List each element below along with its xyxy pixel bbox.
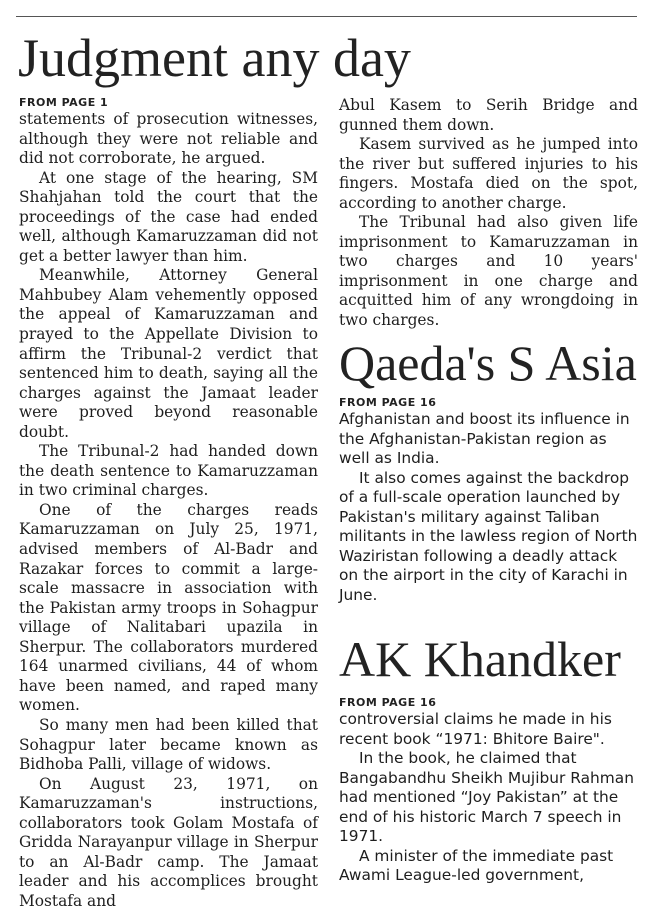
story-body xyxy=(339,710,638,886)
article-paragraph: On August 23, 1971, on Kamaruzzaman's instructions, collaborators took Golam Mostafa of Gridda Narayanpur village in Sherpur to an Al-Badr camp. The Jamaat leader and his accomplices brought Mostafa and xyxy=(19,774,318,910)
article-paragraph: Abul Kasem to Serih Bridge and gunned them down. xyxy=(339,96,638,134)
article-paragraph: Afghanistan and boost its influence in the Afghanistan-Pakistan region as well as India. xyxy=(339,410,630,468)
article-paragraph: It also comes against the backdrop of a full-scale operation launched by Pakistan's military against Taliban militants in the lawless region of North Waziristan following a deadly attack on the airport in the city of Karachi in June. xyxy=(339,468,638,604)
story-headline: AK Khandker xyxy=(339,631,621,687)
left-column xyxy=(19,96,318,911)
article-paragraph: At one stage of the hearing, SM Shahjahan told the court that the proceedings of the case had ended well, although Kamaruzzaman did not get a better lawyer than him. xyxy=(19,168,318,265)
right-column-continuation xyxy=(339,96,638,331)
article-paragraph: The Tribunal had also given life imprisonment to Kamaruzzaman in two charges and 10 years' imprisonment in one charge and acquitted him of any wrongdoing in two charges. xyxy=(339,213,638,330)
article-paragraph: Meanwhile, Attorney General Mahbubey Alam vehemently opposed the appeal of Kamaruzzaman and prayed to the Appellate Division to affirm the Tribunal-2 verdict that sentenced him to death, saying all the charges against the Jamaat leader were proved beyond reasonable doubt. xyxy=(19,266,318,441)
article-paragraph: statements of prosecution witnesses, although they were not reliable and did not corroborate, he argued. xyxy=(19,110,318,168)
story-body xyxy=(339,410,638,605)
top-rule xyxy=(16,16,637,17)
story-ak-khandker xyxy=(339,632,638,886)
story-qaeda xyxy=(339,336,638,605)
from-page-label: FROM PAGE 16 xyxy=(339,696,437,709)
article-paragraph: So many men had been killed that Sohagpur later became known as Bidhoba Palli, village of widows. xyxy=(19,715,318,774)
from-page-label: FROM PAGE 1 xyxy=(19,96,109,109)
page-headline: Judgment any day xyxy=(18,28,411,88)
article-paragraph: One of the charges reads Kamaruzzaman on July 25, 1971, advised members of Al-Badr and Razakar forces to commit a large-scale massacre in association with the Pakistan army troops in Sohagpur village of Nalitabari upazila in Sherpur. The collaborators murdered 164 unarmed civilians, 44 of whom have been named, and raped many women. xyxy=(19,500,318,715)
article-paragraph: A minister of the immediate past Awami League-led government, xyxy=(339,846,614,885)
from-page-label: FROM PAGE 16 xyxy=(339,396,437,409)
article-paragraph: Kasem survived as he jumped into the river but suffered injuries to his fingers. Mostafa died on the spot, according to another charge. xyxy=(339,135,638,212)
article-paragraph: controversial claims he made in his recent book “1971: Bhitore Baire". xyxy=(339,710,612,748)
article-paragraph: The Tribunal-2 had handed down the death sentence to Kamaruzzaman in two criminal charges. xyxy=(19,442,318,500)
story-headline: Qaeda's S Asia xyxy=(339,335,637,391)
article-paragraph: In the book, he claimed that Bangabandhu Sheikh Mujibur Rahman had mentioned “Joy Pakistan” at the end of his historic March 7 speech in 1971. xyxy=(339,749,634,846)
